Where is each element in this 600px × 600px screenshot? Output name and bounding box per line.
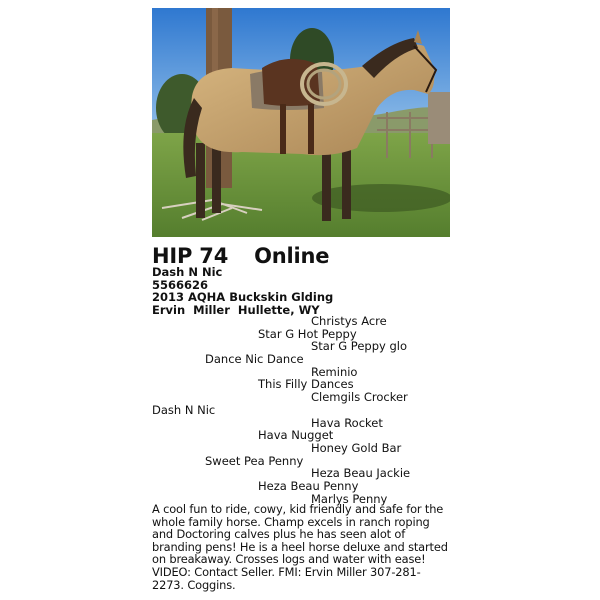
horse-description: 2013 AQHA Buckskin Glding [152, 290, 334, 305]
consignor: Ervin Miller Hullette, WY [152, 303, 320, 318]
pedigree-entry: Reminio [311, 364, 358, 379]
horse-remarks: A cool fun to ride, cowy, kid friendly and safe for the whole family horse. Champ excels in ranch roping and Doctoring calves plus he has seen alot of branding pens! He is a heel horse deluxe and started on breakaway. Crosses logs and water with ease! VIDEO: Contact Seller. FMI: Ervin Miller 307-281-2273. Coggins. [152, 502, 448, 592]
shed [428, 92, 450, 144]
horse-name: Dash N Nic [152, 265, 223, 279]
pedigree-entry: Dance Nic Dance [205, 352, 304, 367]
pedigree-entry: Hava Nugget [258, 428, 334, 443]
horse-photo [152, 8, 450, 237]
pedigree-entry: Marlys Penny [311, 491, 388, 506]
pedigree [152, 315, 452, 505]
pedigree-entry: Star G Hot Peppy [258, 326, 357, 341]
pedigree-entry: Dash N Nic [152, 402, 216, 417]
pedigree-entry: Star G Peppy glo [311, 339, 407, 354]
sale-status: Online [254, 244, 330, 268]
hip-number: HIP 74 [152, 244, 229, 268]
pedigree-entry: Hava Rocket [311, 415, 383, 430]
pedigree-entry: Clemgils Crocker [311, 390, 408, 405]
pedigree-entry: Honey Gold Bar [311, 440, 402, 455]
pedigree-entry: Heza Beau Penny [258, 478, 359, 493]
pedigree-entry: Christys Acre [311, 314, 387, 328]
horse-shadow [312, 184, 450, 212]
pedigree-entry: This Filly Dances [258, 377, 354, 392]
horse-info [152, 266, 333, 317]
registration-number: 5566626 [152, 277, 209, 292]
pedigree-entry: Heza Beau Jackie [311, 466, 411, 481]
pedigree-entry: Sweet Pea Penny [205, 453, 304, 468]
